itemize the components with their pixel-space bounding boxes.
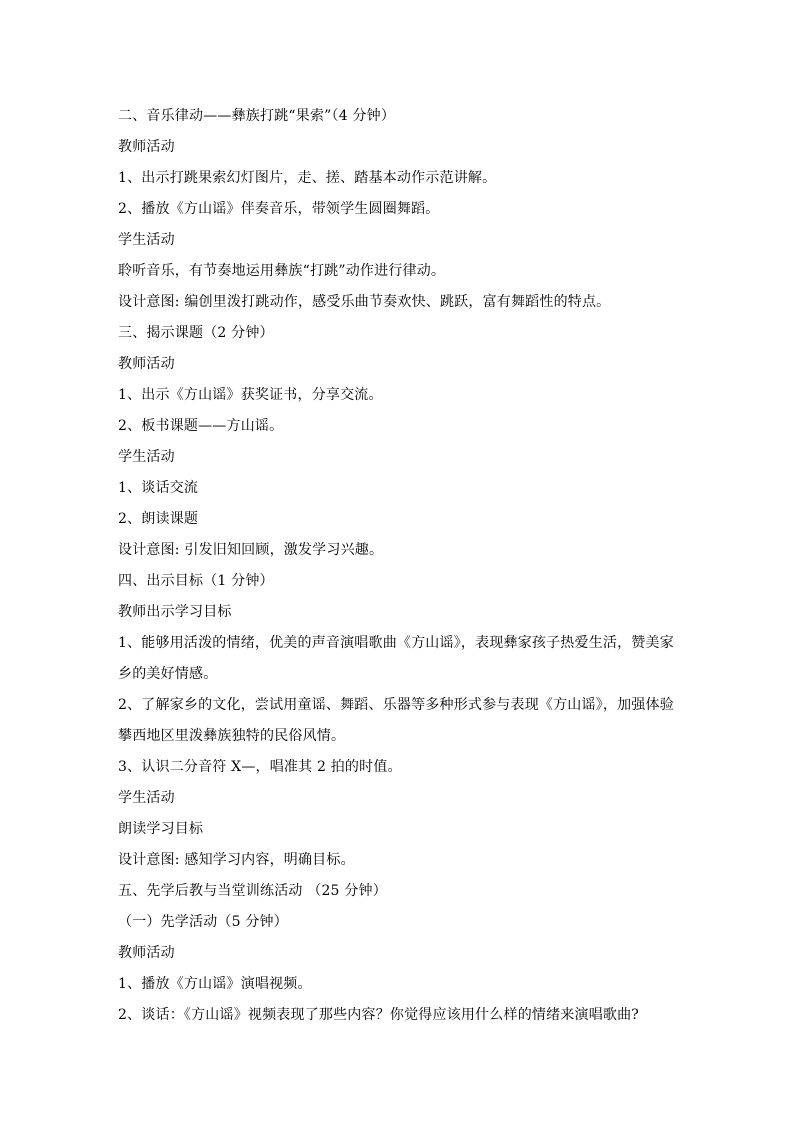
paragraph-line: 1、播放《方山谣》演唱视频。 [118,976,312,992]
subheading-teacher-activity: 教师活动 [118,945,175,961]
paragraph-line: 2、板书课题——方山谣。 [118,418,284,434]
subsection-heading-pre-learning: （一）先学活动（5 分钟） [118,914,288,930]
design-intent-line: 设计意图: 引发旧知回顾，激发学习兴趣。 [118,542,384,558]
subheading-student-activity: 学生活动 [118,449,175,465]
design-intent-line: 设计意图: 感知学习内容，明确目标。 [118,852,355,868]
section-heading-learn-first: 五、先学后教与当堂训练活动 （25 分钟） [118,883,387,899]
subheading-student-activity: 学生活动 [118,232,175,248]
subheading-teacher-activity: 教师活动 [118,139,175,155]
paragraph-line: 1、能够用活泼的情绪，优美的声音演唱歌曲《方山谣》，表现彝家孩子热爱生活，赞美家 [118,635,674,651]
design-intent-line: 设计意图: 编创里泼打跳动作，感受乐曲节奏欢快、跳跃，富有舞蹈性的特点。 [118,294,611,310]
paragraph-line: 1、谈话交流 [118,480,199,496]
paragraph-line: 1、出示《方山谣》获奖证书，分享交流。 [118,387,383,403]
paragraph-line: 2、播放《方山谣》伴奏音乐，带领学生圆圈舞蹈。 [118,201,440,217]
subheading-teacher-goals: 教师出示学习目标 [118,604,232,620]
paragraph-line: 1、出示打跳果索幻灯图片，走、搓、踏基本动作示范讲解。 [118,170,497,186]
paragraph-line: 聆听音乐，有节奏地运用彝族“打跳”动作进行律动。 [118,263,446,279]
paragraph-line: 2、朗读课题 [118,511,199,527]
paragraph-line: 攀西地区里泼彝族独特的民俗风情。 [118,728,346,744]
subheading-teacher-activity: 教师活动 [118,356,175,372]
subheading-student-activity: 学生活动 [118,790,175,806]
paragraph-line: 2、谈话：《方山谣》视频表现了那些内容？你觉得应该用什么样的情绪来演唱歌曲? [118,1007,640,1023]
paragraph-line: 2、了解家乡的文化，尝试用童谣、舞蹈、乐器等多种形式参与表现《方山谣》，加强体验 [118,697,674,713]
document-body [118,101,688,1031]
paragraph-line: 3、认识二分音符 X—，唱准其 2 拍的时值。 [118,759,402,775]
paragraph-line: 朗读学习目标 [118,821,204,837]
section-heading-reveal-topic: 三、揭示课题（2 分钟） [118,325,274,341]
section-heading-music-rhythm: 二、音乐律动——彝族打跳“果索”（4 分钟） [118,108,396,124]
section-heading-show-goals: 四、出示目标（1 分钟） [118,573,274,589]
paragraph-line: 乡的美好情感。 [118,666,218,682]
